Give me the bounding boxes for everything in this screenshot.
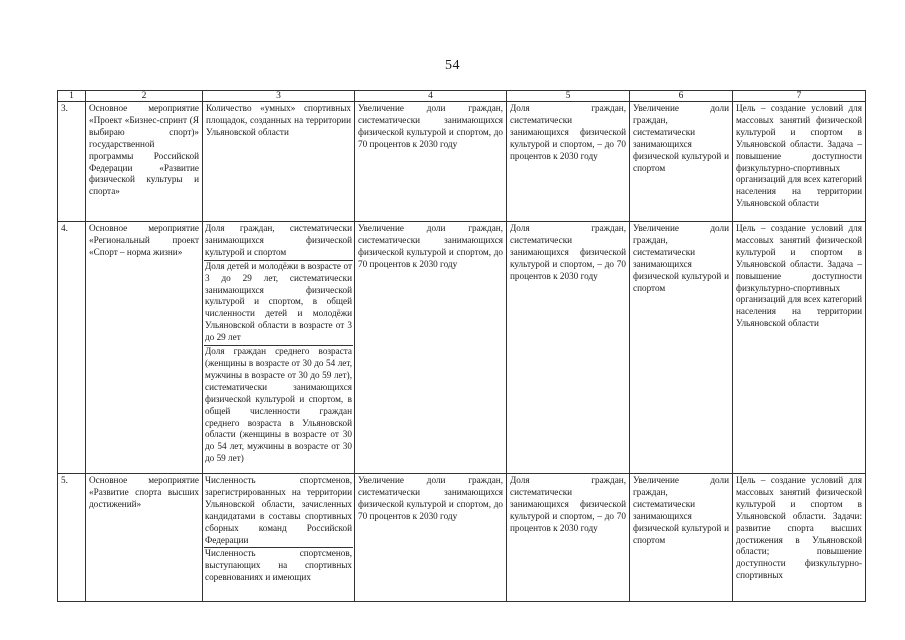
state-indicator-cell: Увеличение доли граждан, систематически занимающихся физической культурой и спортом (630, 474, 733, 602)
program-table (57, 90, 866, 602)
indicator-cell (203, 222, 355, 474)
event-cell: Основное мероприятие «Развитие спорта высших достижений» (86, 474, 203, 602)
header-cell-3: 3 (203, 91, 355, 102)
national-indicator-cell: Доля граждан, систематически занимающихся физической культурой и спортом, – до 70 процентов к 2030 году (507, 222, 630, 474)
row-number: 3. (58, 102, 86, 222)
indicator-text: Доля граждан, систематически занимающихся физической культурой и спортом (204, 223, 353, 261)
national-indicator-cell: Доля граждан, систематически занимающихся физической культурой и спортом, – до 70 процентов к 2030 году (507, 474, 630, 602)
indicator-text: Численность спортсменов, зарегистрированных на территории Ульяновской области, зачисленных кандидатами в составы спортивных сборных команд Российской Федерации (204, 475, 353, 548)
table-row (58, 102, 866, 222)
state-indicator-cell: Увеличение доли граждан, систематически занимающихся физической культурой и спортом (630, 222, 733, 474)
effect-cell: Увеличение доли граждан, систематически занимающихся физической культурой и спортом, до 70 процентов к 2030 году (355, 102, 507, 222)
indicator-text: Численность спортсменов, выступающих на спортивных соревнованиях и имеющих (205, 548, 352, 583)
page-number: 54 (445, 58, 460, 73)
indicator-text: Доля граждан среднего возраста (женщины в возрасте от 30 до 54 лет, мужчины в возрасте от 30 до 59 лет), систематически занимающихся физической культурой и спортом, в общей численности граждан среднего возраста в Ульяновской области (женщины в возрасте от 30 до 54 лет, мужчины в возрасте от 30 до 59 лет) (205, 346, 352, 464)
table-row (58, 222, 866, 474)
header-cell-4: 4 (355, 91, 507, 102)
effect-cell: Увеличение доли граждан, систематически занимающихся физической культурой и спортом, до 70 процентов к 2030 году (355, 474, 507, 602)
event-cell: Основное мероприятие «Проект «Бизнес-спринт (Я выбираю спорт)» государственной программы Российской Федерации «Развитие физической культуры и спорта» (86, 102, 203, 222)
indicator-text: Доля детей и молодёжи в возрасте от 3 до 29 лет, систематически занимающихся физической культурой и спортом, в общей численности детей и молодёжи Ульяновской области в возрасте от 3 до 29 лет (204, 261, 353, 346)
table-row (58, 474, 866, 602)
effect-cell: Увеличение доли граждан, систематически занимающихся физической культурой и спортом, до 70 процентов к 2030 году (355, 222, 507, 474)
header-cell-5: 5 (507, 91, 630, 102)
header-cell-6: 6 (630, 91, 733, 102)
goal-cell: Цель – создание условий для массовых занятий физической культурой и спортом в Ульяновской области. Задача – повышение доступности физкультурно-спортивных организаций для всех категорий населения на территории Ульяновской области (733, 222, 866, 474)
header-cell-7: 7 (733, 91, 866, 102)
indicator-cell (203, 102, 355, 222)
goal-cell: Цель – создание условий для массовых занятий физической культурой и спортом в Ульяновской области. Задача – повышение доступности физкультурно-спортивных организаций для всех категорий населения на территории Ульяновской области (733, 102, 866, 222)
header-row (58, 91, 866, 102)
header-cell-2: 2 (86, 91, 203, 102)
national-indicator-cell: Доля граждан, систематически занимающихся физической культурой и спортом, – до 70 процентов к 2030 году (507, 102, 630, 222)
row-number: 4. (58, 222, 86, 474)
row-number: 5. (58, 474, 86, 602)
state-indicator-cell: Увеличение доли граждан, систематически занимающихся физической культурой и спортом (630, 102, 733, 222)
goal-cell: Цель – создание условий для массовых занятий физической культурой и спортом в Ульяновской области. Задачи: развитие спорта высших достижения в Ульяновской области; повышение доступности физкультурно-спортивных (733, 474, 866, 602)
indicator-cell (203, 474, 355, 602)
event-cell: Основное мероприятие «Региональный проект «Спорт – норма жизни» (86, 222, 203, 474)
header-cell-1: 1 (58, 91, 86, 102)
indicator-text: Количество «умных» спортивных площадок, созданных на территории Ульяновской области (206, 103, 351, 137)
